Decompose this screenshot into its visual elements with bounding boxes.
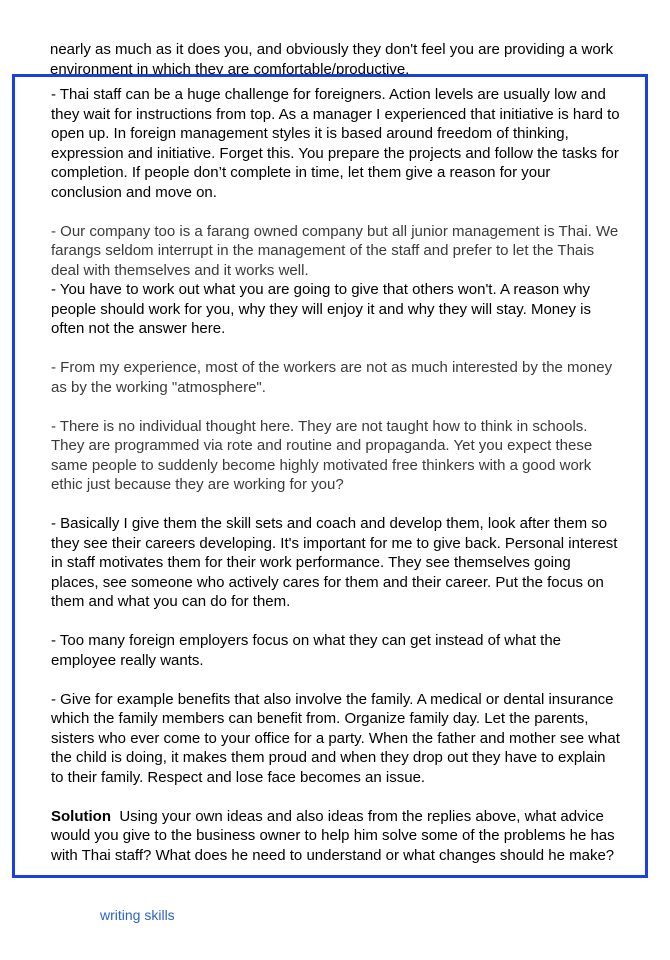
comments-box bbox=[12, 74, 648, 878]
solution-paragraph bbox=[51, 807, 621, 866]
comment-paragraph: - Basically I give them the skill sets and coach and develop them, look after them so they see their careers developing. It's important for me to give back. Personal interest in staff motivates them for their work performance. They see themselves going places, see someone who actively cares for them and their career. Put the focus on them and what you can do for them. bbox=[51, 515, 618, 610]
intro-paragraph: nearly as much as it does you, and obviously they don't feel you are providing a work environment in which they are comfortable/productive. bbox=[50, 41, 614, 78]
comment-paragraph: - You have to work out what you are going to give that others won't. A reason why people should work for you, why they will enjoy it and why they will stay. Money is often not the answer here. bbox=[51, 281, 591, 337]
comment-paragraph: - Thai staff can be a huge challenge for foreigners. Action levels are usually low and they wait for instructions from top. As a manager I experienced that initiative is hard to open up. In foreign management styles it is based around freedom of thinking, expression and initiative. Forget this. You prepare the projects and follow the tasks for completion. If people don’t complete in time, let them give a reason for your conclusion and move on. bbox=[51, 86, 620, 201]
footer-writing-skills-link[interactable]: writing skills bbox=[100, 907, 175, 923]
comment-paragraph: - Give for example benefits that also involve the family. A medical or dental insurance which the family members can benefit from. Organize family day. Let the parents, sisters who ever come to your office for a party. When the father and mother see what the child is doing, it makes them proud and when they drop out they have to explain to their family. Respect and lose face becomes an issue. bbox=[51, 690, 620, 786]
comment-paragraph: - Too many foreign employers focus on what they can get instead of what the employee really wants. bbox=[51, 632, 562, 669]
comment-paragraph: - There is no individual thought here. They are not taught how to think in schools. They are programmed via rote and routine and propaganda. Yet you expect these same people to suddenly become highly motivated free thinkers with a good work ethic just because they are working for you? bbox=[51, 417, 593, 493]
solution-label: Solution bbox=[51, 807, 111, 825]
comment-paragraph: - From my experience, most of the workers are not as much interested by the money as by the working "atmosphere". bbox=[51, 359, 613, 396]
comments-box-content bbox=[51, 85, 621, 865]
solution-text: Using your own ideas and also ideas from the replies above, what advice would you give to the business owner to help him solve some of the problems he has with Thai staff? What does he need to understand or what changes should he make? bbox=[51, 807, 615, 864]
comment-paragraph: - Our company too is a farang owned company but all junior management is Thai. We farangs seldom interrupt in the management of the staff and prefer to let the Thais deal with themselves and it works well. bbox=[51, 222, 619, 279]
